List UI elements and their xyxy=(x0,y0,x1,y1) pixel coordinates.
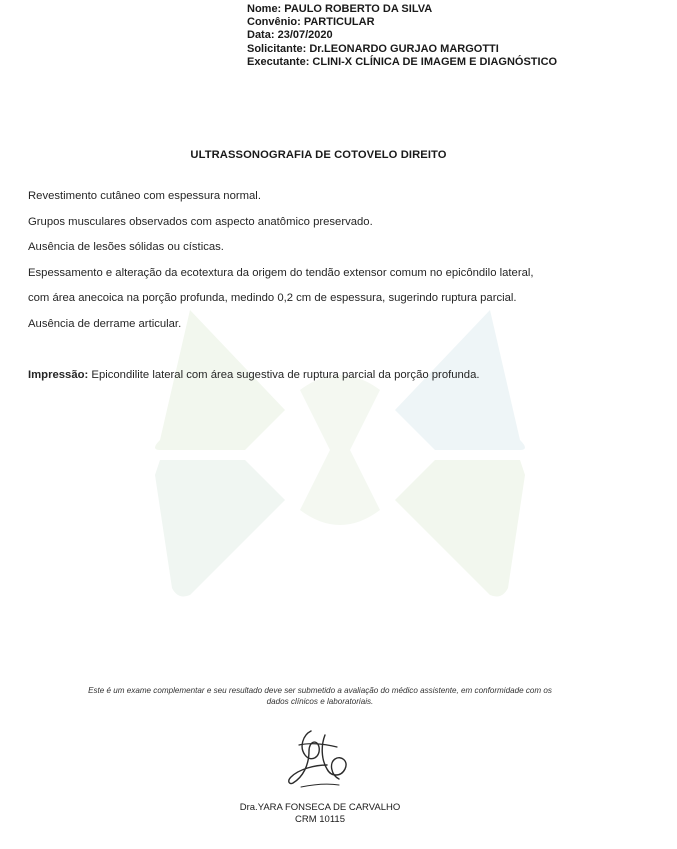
finding-line: Ausência de lesões sólidas ou císticas. xyxy=(28,241,224,254)
findings-list xyxy=(28,190,628,344)
executor-value: CLINI-X CLÍNICA DE IMAGEM E DIAGNÓSTICO xyxy=(312,55,558,68)
signature-icon xyxy=(281,725,353,791)
impression-text: Epicondilite lateral com área sugestiva de ruptura parcial da porção profunda. xyxy=(91,369,480,381)
finding-line: Grupos musculares observados com aspecto anatômico preservado. xyxy=(28,215,373,228)
patient-name-row xyxy=(247,3,557,16)
doctor-signature-block xyxy=(0,802,640,826)
doctor-crm: CRM 10115 xyxy=(295,814,345,825)
impression-label: Impressão: xyxy=(28,369,89,381)
impression xyxy=(28,369,480,381)
executor-label: Executante: xyxy=(247,55,310,68)
disclaimer-line: Este é um exame complementar e seu resultado deve ser submetido a avaliação do médico assistente, em conformidade com os xyxy=(88,686,552,695)
insurance-label: Convênio: xyxy=(247,16,301,29)
finding-line: Ausência de derrame articular. xyxy=(28,317,182,330)
patient-label: Nome: xyxy=(247,3,282,15)
date-value: 23/07/2020 xyxy=(277,29,333,42)
disclaimer xyxy=(20,685,620,707)
patient-name: PAULO ROBERTO DA SILVA xyxy=(284,3,433,15)
insurance-value: PARTICULAR xyxy=(303,16,375,29)
doctor-name: Dra.YARA FONSECA DE CARVALHO xyxy=(239,802,401,813)
finding-line: com área anecoica na porção profunda, medindo 0,2 cm de espessura, sugerindo ruptura parcial. xyxy=(28,292,517,305)
finding-line: Revestimento cutâneo com espessura normal. xyxy=(28,190,261,202)
insurance-row xyxy=(247,16,557,29)
clinic-logo-watermark-icon xyxy=(150,300,530,600)
disclaimer-line: dados clínicos e laboratoriais. xyxy=(266,697,374,706)
patient-header xyxy=(247,3,557,69)
requester-value: Dr.LEONARDO GURJAO MARGOTTI xyxy=(309,42,499,55)
requester-row xyxy=(247,43,557,56)
requester-label: Solicitante: xyxy=(247,42,307,55)
finding-line: Espessamento e alteração da ecotextura da origem do tendão extensor comum no epicôndilo lateral, xyxy=(28,266,534,279)
executor-row xyxy=(247,56,557,69)
date-row xyxy=(247,29,557,42)
exam-title: ULTRASSONOGRAFIA DE COTOVELO DIREITO xyxy=(190,149,447,161)
date-label: Data: xyxy=(247,29,275,42)
